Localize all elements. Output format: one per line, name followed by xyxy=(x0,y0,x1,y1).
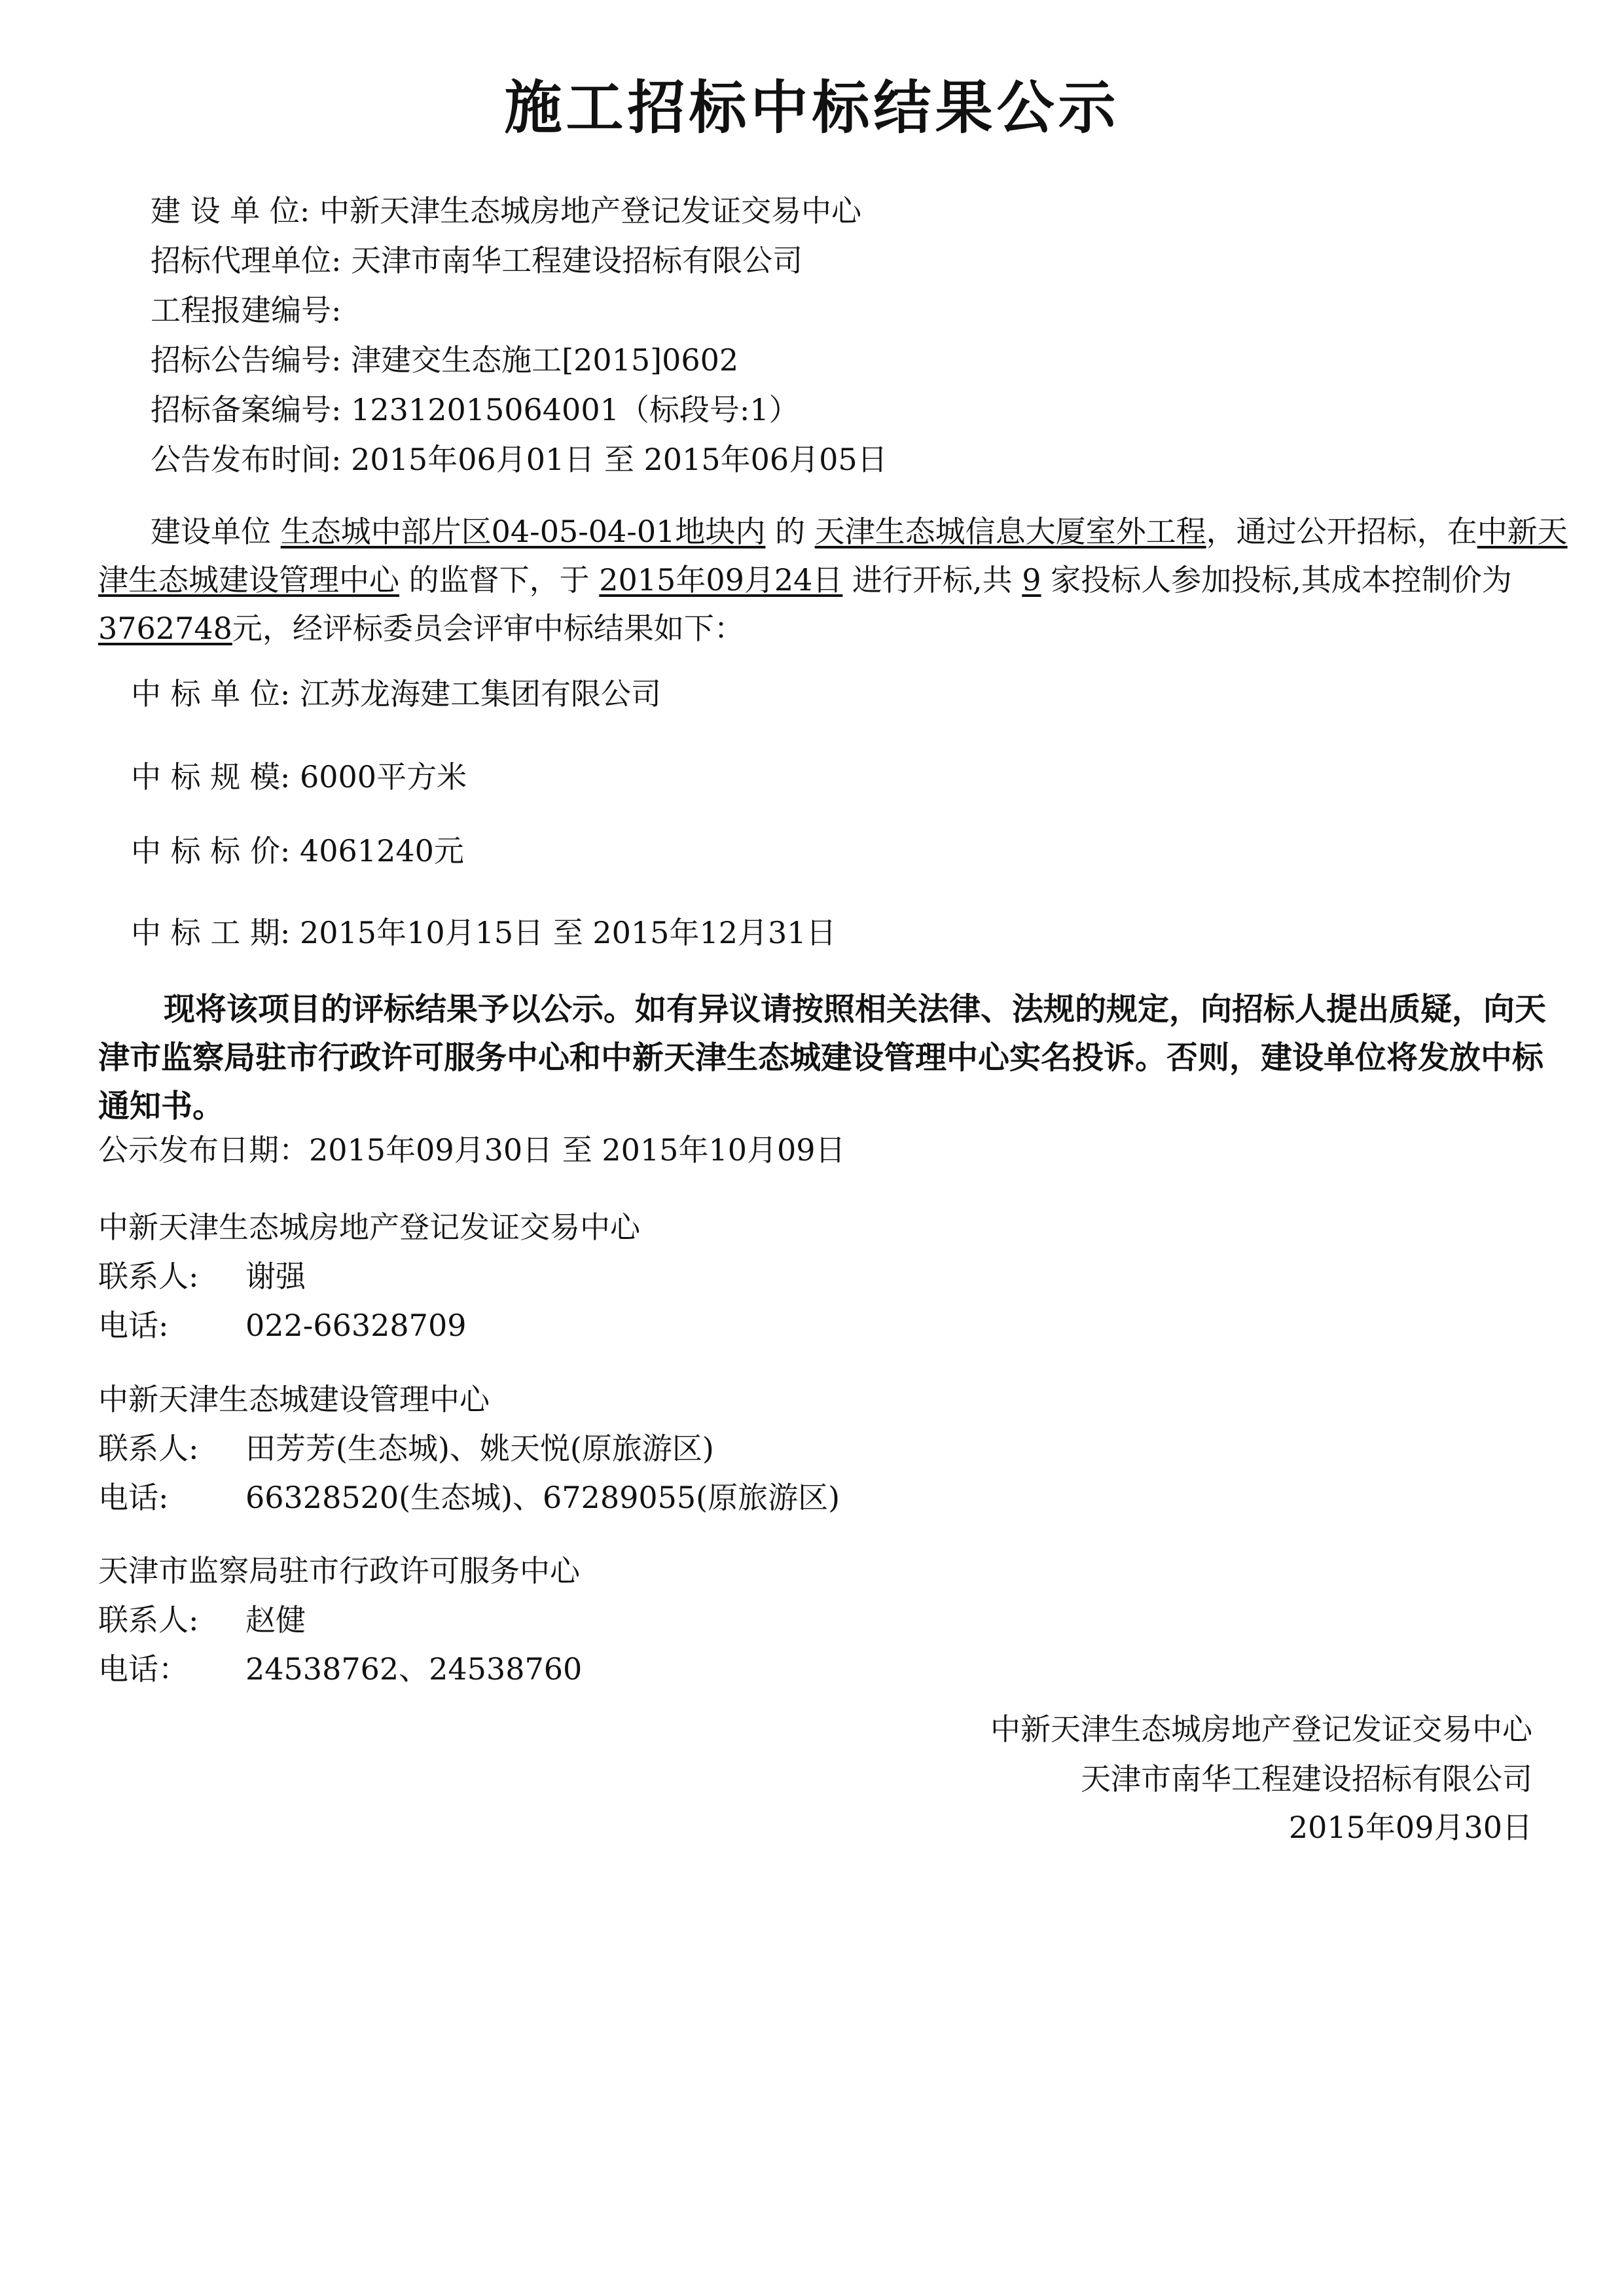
period-row xyxy=(131,913,837,952)
contact-org-2: 中新天津生态城建设管理中心 xyxy=(98,1382,490,1417)
contact-person-row-2 xyxy=(98,1429,714,1468)
contact-org-3: 天津市监察局驻市行政许可服务中心 xyxy=(98,1553,580,1588)
phone-value: 022-66328709 xyxy=(245,1308,467,1343)
agent-value: 天津市南华工程建设招标有限公司 xyxy=(351,243,803,278)
main-paragraph xyxy=(98,507,1568,653)
builder-value: 中新天津生态城房地产登记发证交易中心 xyxy=(319,193,861,228)
para-text-1: 建设单位 xyxy=(151,514,271,549)
agent-row xyxy=(151,241,803,280)
scale-label: 中 标 规 模: xyxy=(131,759,291,795)
person-label: 联系人: xyxy=(98,1431,199,1466)
person-label: 联系人: xyxy=(98,1259,199,1294)
builder-label: 建 设 单 位: xyxy=(151,193,310,228)
record-no-value: 12312015064001（标段号:1） xyxy=(351,392,799,427)
contact-phone-row-2 xyxy=(98,1478,840,1517)
phone-label: 电话: xyxy=(98,1308,169,1343)
para-text-4: 的监督下，于 xyxy=(408,562,590,598)
period-label: 中 标 工 期: xyxy=(131,915,291,950)
objection-notice: 现将该项目的评标结果予以公示。如有异议请按照相关法律、法规的规定，向招标人提出质疑，向天津市监察局驻市行政许可服务中心和中新天津生态城建设管理中心实名投诉。否则，建设单位将发放中标通知书。 xyxy=(98,991,1547,1124)
scale-row xyxy=(131,757,467,797)
person-value: 谢强 xyxy=(245,1259,306,1294)
contact-org-1: 中新天津生态城房地产登记发证交易中心 xyxy=(98,1210,640,1245)
price-value: 4061240元 xyxy=(300,833,464,869)
winner-row xyxy=(131,674,661,713)
publish-value: 2015年06月01日 至 2015年06月05日 xyxy=(351,442,888,477)
builder-row xyxy=(151,191,861,230)
person-value: 田芳芳(生态城)、姚天悦(原旅游区) xyxy=(245,1431,714,1466)
record-no-row xyxy=(151,390,799,429)
para-text-3: ，通过公开招标，在 xyxy=(1206,514,1477,549)
signature-org-1: 中新天津生态城房地产登记发证交易中心 xyxy=(990,1712,1532,1747)
winner-value: 江苏龙海建工集团有限公司 xyxy=(300,676,661,711)
publish-row xyxy=(151,440,888,479)
notice-no-label: 招标公告编号: xyxy=(151,342,342,378)
project-name: 天津生态城信息大厦室外工程 xyxy=(814,514,1206,549)
contact-person-row-3 xyxy=(98,1600,306,1640)
open-date: 2015年09月24日 xyxy=(599,562,843,598)
phone-value: 66328520(生态城)、67289055(原旅游区) xyxy=(245,1480,840,1515)
supervisor-name: 中新天津生态城建设管理中心 xyxy=(98,514,1568,598)
period-value: 2015年10月15日 至 2015年12月31日 xyxy=(300,915,837,950)
phone-label: 电话: xyxy=(98,1480,169,1515)
signature-date: 2015年09月30日 xyxy=(1288,1810,1532,1845)
person-value: 赵健 xyxy=(245,1602,306,1638)
para-text-5: 进行开标,共 xyxy=(852,562,1013,598)
notice-no-value: 津建交生态施工[2015]0602 xyxy=(351,342,739,378)
person-label: 联系人: xyxy=(98,1602,199,1638)
para-text-7: 元，经评标委员会评审中标结果如下： xyxy=(232,611,744,646)
page-title: 施工招标中标结果公示 xyxy=(504,74,1120,141)
bidder-count: 9 xyxy=(1022,562,1041,598)
publicity-date: 公示发布日期：2015年09月30日 至 2015年10月09日 xyxy=(98,1132,846,1168)
para-text-2: 的 xyxy=(775,514,806,549)
phone-label: 电话： xyxy=(98,1651,189,1687)
winner-label: 中 标 单 位: xyxy=(131,676,291,711)
phone-value: 24538762、24538760 xyxy=(245,1651,583,1687)
price-row xyxy=(131,831,464,870)
para-text-6: 家投标人参加投标,其成本控制价为 xyxy=(1051,562,1512,598)
scale-value: 6000平方米 xyxy=(300,759,467,795)
project-no-row xyxy=(151,291,342,330)
agent-label: 招标代理单位: xyxy=(151,243,342,278)
contact-person-row-1 xyxy=(98,1257,306,1296)
price-label: 中 标 标 价: xyxy=(131,833,291,869)
signature-org-2: 天津市南华工程建设招标有限公司 xyxy=(1081,1761,1532,1797)
contact-phone-row-1 xyxy=(98,1306,466,1345)
record-no-label: 招标备案编号: xyxy=(151,392,342,427)
control-price: 3762748 xyxy=(98,611,232,646)
project-no-label: 工程报建编号: xyxy=(151,293,342,328)
publish-label: 公告发布时间: xyxy=(151,442,342,477)
contact-phone-row-3 xyxy=(98,1649,582,1689)
notice-no-row xyxy=(151,340,738,380)
project-location: 生态城中部片区04-05-04-01地块内 xyxy=(280,514,766,549)
